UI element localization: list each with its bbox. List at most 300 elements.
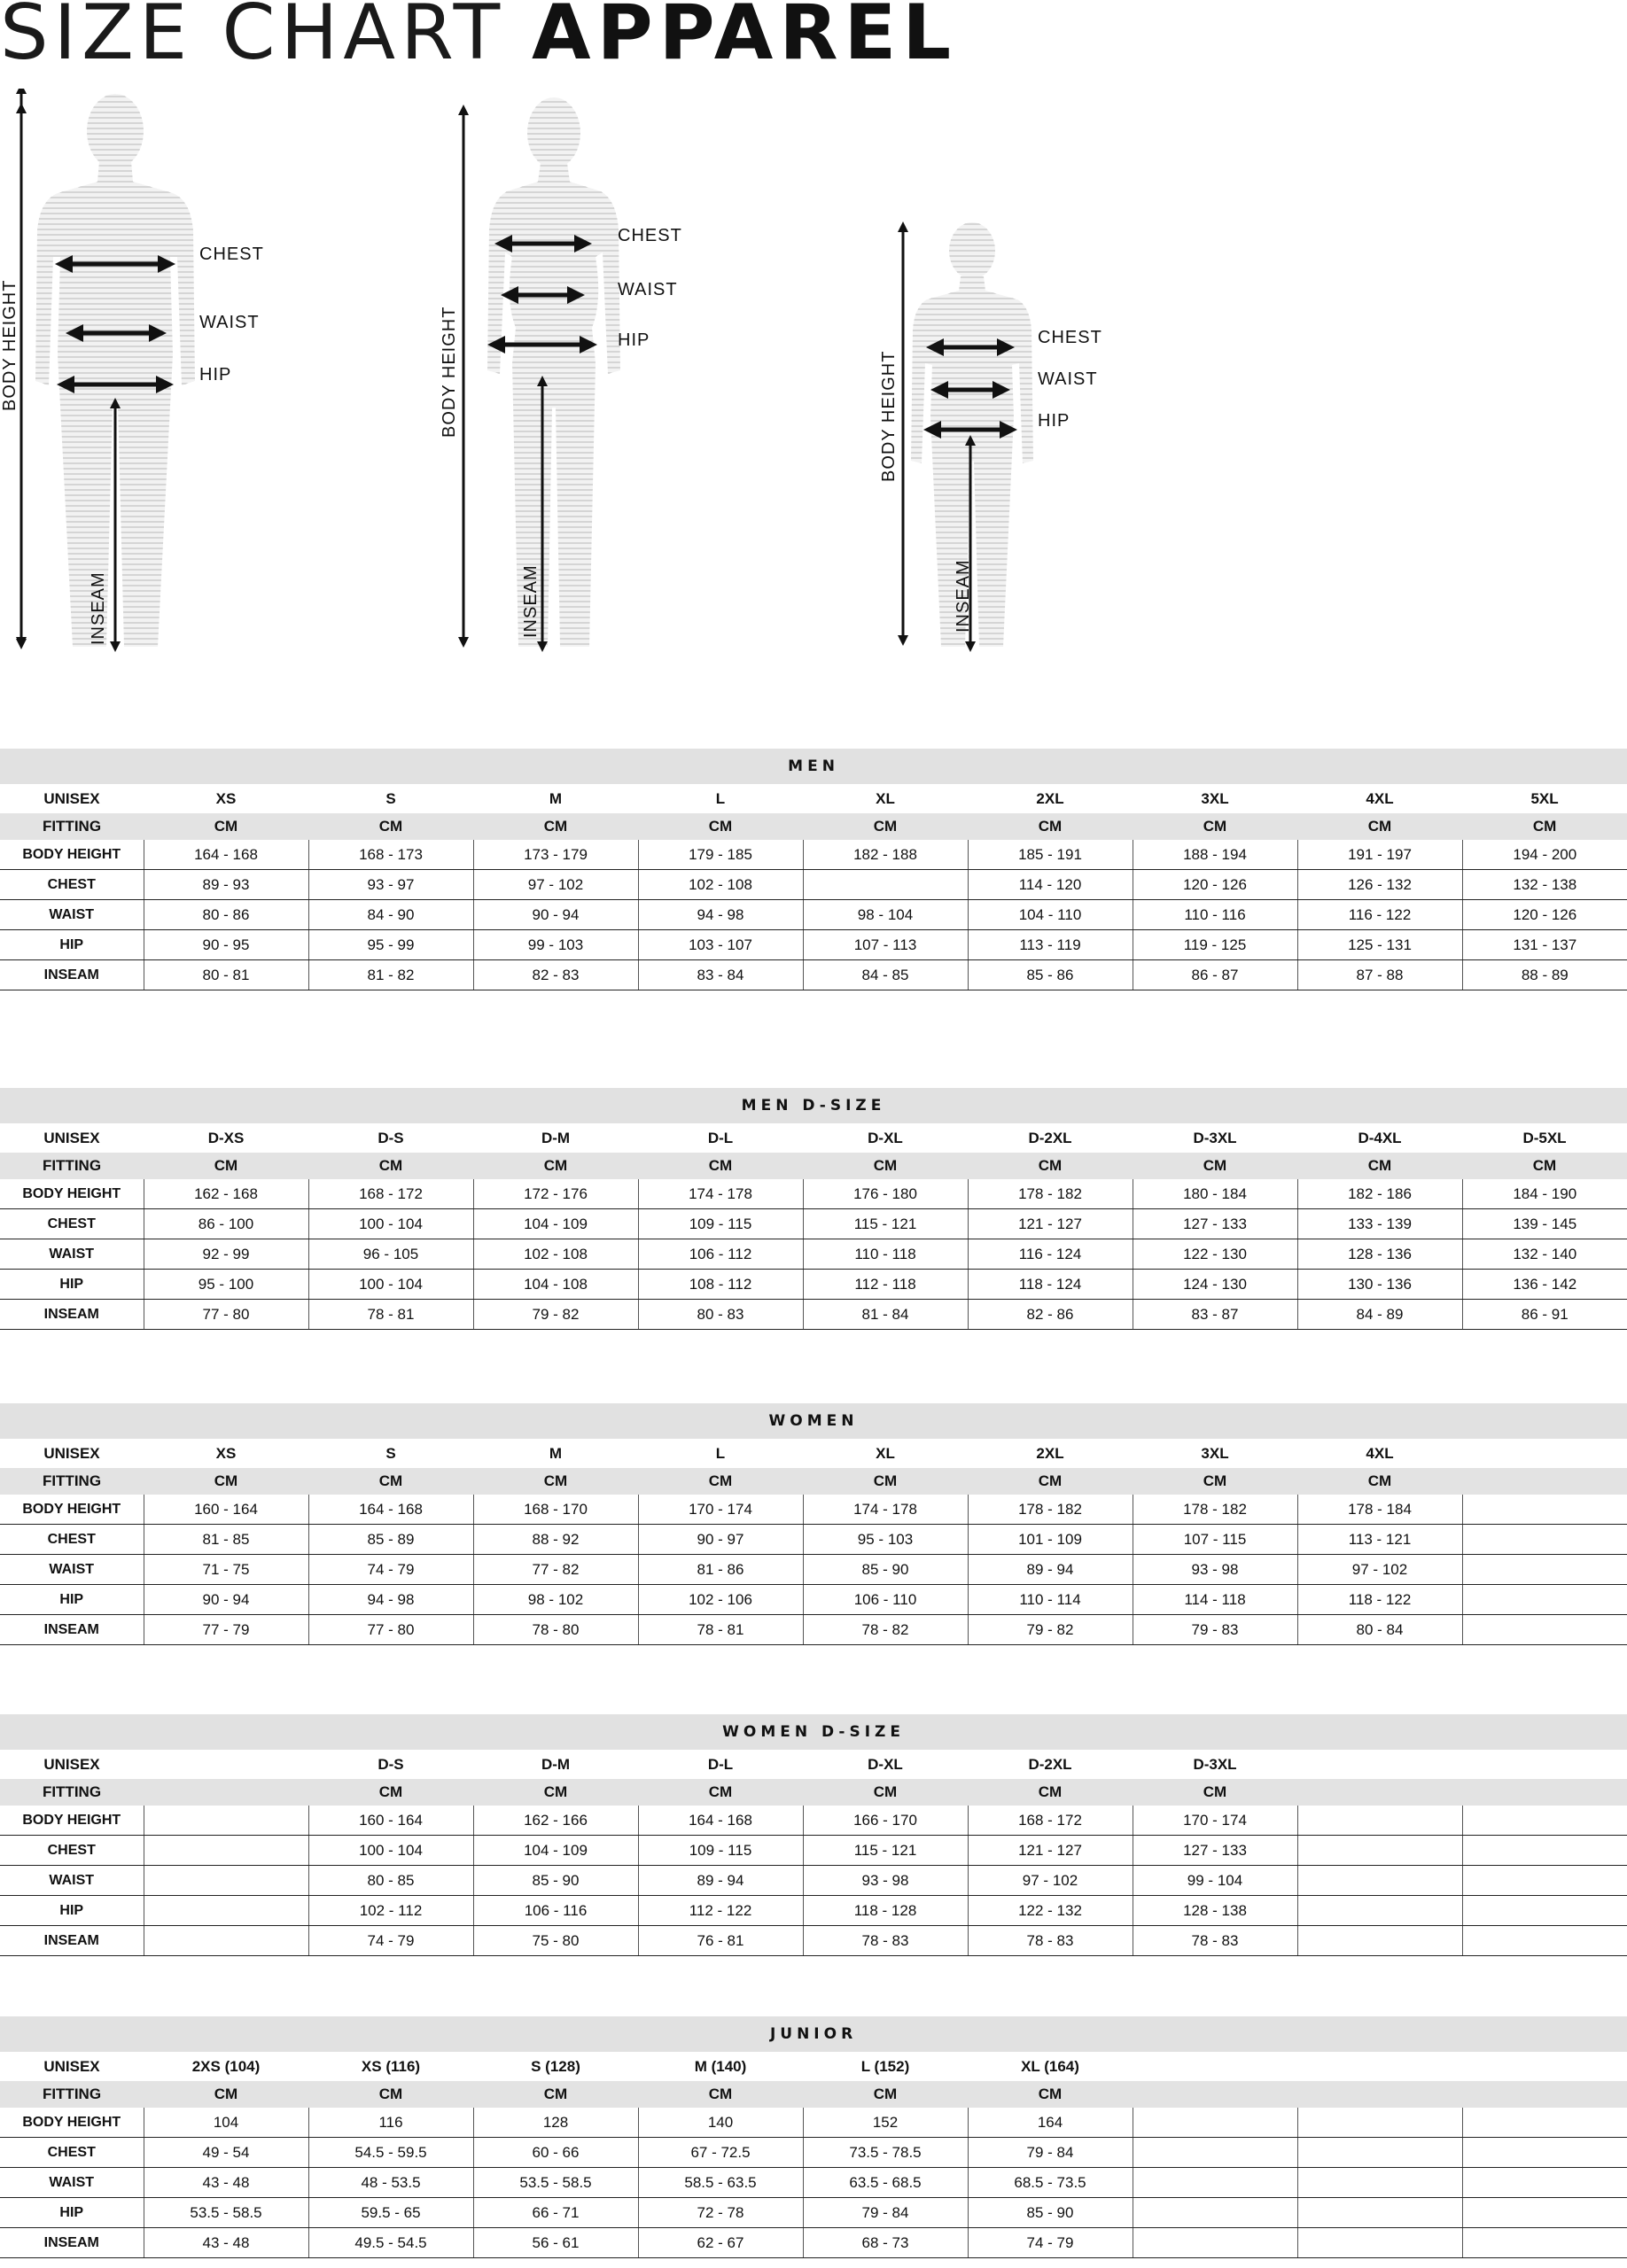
- table-cell: 90 - 94: [144, 1585, 308, 1615]
- fitting-row: [0, 813, 1627, 840]
- row-label: BODY HEIGHT: [0, 2108, 144, 2138]
- table-cell: 162 - 166: [473, 1806, 638, 1836]
- size-label: D-M: [541, 1755, 571, 1773]
- table-cell: [144, 1806, 308, 1836]
- table-cell: [1133, 2108, 1297, 2138]
- unit-label: CM: [473, 1153, 638, 1179]
- women-hip-label: HIP: [618, 330, 650, 350]
- table-cell: [1462, 1926, 1627, 1956]
- size-label: S: [385, 789, 396, 807]
- women-figure: [463, 97, 620, 647]
- table-cell: 191 - 197: [1297, 840, 1462, 870]
- table-cell: 178 - 182: [968, 1495, 1133, 1525]
- unit-label: CM: [638, 1779, 803, 1806]
- table-cell: 118 - 124: [968, 1270, 1133, 1300]
- size-label: 3XL: [1201, 1444, 1229, 1462]
- size-label: XL: [876, 789, 895, 807]
- table-cell: 126 - 132: [1297, 870, 1462, 900]
- row-label: HIP: [0, 930, 144, 960]
- table-cell: 152: [803, 2108, 968, 2138]
- table-cell: 89 - 93: [144, 870, 308, 900]
- table-cell: 110 - 118: [803, 1239, 968, 1270]
- table-cell: 140: [638, 2108, 803, 2138]
- table-cell: 116 - 124: [968, 1239, 1133, 1270]
- size-label: [144, 1750, 308, 1779]
- table-cell: 81 - 82: [308, 960, 473, 990]
- unit-label: CM: [1462, 1153, 1627, 1179]
- table-cell: 133 - 139: [1297, 1209, 1462, 1239]
- table-cell: 84 - 85: [803, 960, 968, 990]
- table-cell: 121 - 127: [968, 1209, 1133, 1239]
- table-cell: 90 - 97: [638, 1525, 803, 1555]
- row-label: WAIST: [0, 1239, 144, 1270]
- table-cell: 116 - 122: [1297, 900, 1462, 930]
- table-cell: 90 - 95: [144, 930, 308, 960]
- size-label: M: [549, 789, 563, 807]
- table-cell: 85 - 89: [308, 1525, 473, 1555]
- table-cell: 100 - 104: [308, 1270, 473, 1300]
- table-cell: 124 - 130: [1133, 1270, 1297, 1300]
- table-cell: 121 - 127: [968, 1836, 1133, 1866]
- table-cell: 86 - 87: [1133, 960, 1297, 990]
- size-label: L: [715, 1444, 726, 1462]
- row-label: BODY HEIGHT: [0, 1179, 144, 1209]
- table-cell: [1462, 1806, 1627, 1836]
- fitting-row: [0, 1153, 1627, 1179]
- fitting-label: FITTING: [0, 1468, 144, 1495]
- size-label: 2XS (104): [191, 2057, 261, 2075]
- table-cell: 97 - 102: [968, 1866, 1133, 1896]
- table-cell: 49.5 - 54.5: [308, 2228, 473, 2258]
- table-cell: 74 - 79: [308, 1926, 473, 1956]
- table-cell: 89 - 94: [638, 1866, 803, 1896]
- row-label: HIP: [0, 1585, 144, 1615]
- men-waist-label: WAIST: [199, 313, 260, 332]
- table-cell: 168 - 170: [473, 1495, 638, 1525]
- table-cell: [1133, 2168, 1297, 2198]
- table-cell: [144, 1836, 308, 1866]
- table-cell: 176 - 180: [803, 1179, 968, 1209]
- table-cell: 85 - 86: [968, 960, 1133, 990]
- size-label: 3XL: [1201, 789, 1229, 807]
- fitting-row: [0, 1468, 1627, 1495]
- unit-label: CM: [308, 1468, 473, 1495]
- table-cell: 78 - 80: [473, 1615, 638, 1645]
- junior-hip-label: HIP: [1038, 411, 1070, 431]
- unit-label: CM: [144, 1468, 308, 1495]
- table-cell: 53.5 - 58.5: [144, 2198, 308, 2228]
- table-cell: 127 - 133: [1133, 1836, 1297, 1866]
- row-label: WAIST: [0, 900, 144, 930]
- table-cell: 78 - 81: [638, 1615, 803, 1645]
- table-cell: 85 - 90: [968, 2198, 1133, 2228]
- unit-label: CM: [968, 1779, 1133, 1806]
- size-label: 4XL: [1366, 789, 1394, 807]
- table-cell: 128 - 138: [1133, 1896, 1297, 1926]
- table-cell: 139 - 145: [1462, 1209, 1627, 1239]
- table-cell: 82 - 86: [968, 1300, 1133, 1330]
- size-label: [1462, 1750, 1627, 1779]
- size-table-men: [0, 749, 1627, 990]
- size-header-row: [0, 1123, 1627, 1153]
- table-cell: 89 - 94: [968, 1555, 1133, 1585]
- table-cell: 78 - 83: [803, 1926, 968, 1956]
- size-header-row: [0, 2052, 1627, 2081]
- table-cell: 107 - 113: [803, 930, 968, 960]
- table-cell: 118 - 122: [1297, 1585, 1462, 1615]
- unit-label: CM: [803, 2081, 968, 2108]
- unit-label: CM: [144, 813, 308, 840]
- table-cell: 102 - 108: [638, 870, 803, 900]
- row-label: WAIST: [0, 1555, 144, 1585]
- size-label: 2XL: [1036, 789, 1064, 807]
- unit-label: [1462, 1468, 1627, 1495]
- table-cell: 113 - 121: [1297, 1525, 1462, 1555]
- table-cell: 79 - 84: [968, 2138, 1133, 2168]
- unit-label: [1133, 2081, 1297, 2108]
- row-label: WAIST: [0, 1866, 144, 1896]
- table-cell: 180 - 184: [1133, 1179, 1297, 1209]
- unit-label: CM: [1297, 813, 1462, 840]
- size-label: D-XS: [207, 1129, 245, 1146]
- junior-chest-label: CHEST: [1038, 328, 1102, 347]
- men-chest-label: CHEST: [199, 245, 264, 264]
- unit-label: CM: [1133, 1468, 1297, 1495]
- table-cell: [1462, 2198, 1627, 2228]
- table-cell: 120 - 126: [1462, 900, 1627, 930]
- table-cell: 80 - 84: [1297, 1615, 1462, 1645]
- size-table-junior: [0, 2016, 1627, 2258]
- row-label: CHEST: [0, 870, 144, 900]
- table-cell: 84 - 90: [308, 900, 473, 930]
- table-cell: 97 - 102: [473, 870, 638, 900]
- table-cell: 182 - 188: [803, 840, 968, 870]
- table-cell: 79 - 82: [968, 1615, 1133, 1645]
- size-table-women-d-size: [0, 1714, 1627, 1956]
- table-cell: 164 - 168: [308, 1495, 473, 1525]
- table-cell: 100 - 104: [308, 1209, 473, 1239]
- table-title: MEN: [0, 749, 1627, 784]
- table-cell: 185 - 191: [968, 840, 1133, 870]
- table-cell: 77 - 80: [308, 1615, 473, 1645]
- unit-label: CM: [638, 1153, 803, 1179]
- table-cell: 132 - 138: [1462, 870, 1627, 900]
- table-cell: 110 - 116: [1133, 900, 1297, 930]
- table-cell: 80 - 85: [308, 1866, 473, 1896]
- size-label: D-L: [707, 1755, 734, 1773]
- size-label: XL: [876, 1444, 895, 1462]
- table-cell: 108 - 112: [638, 1270, 803, 1300]
- size-label: M (140): [694, 2057, 747, 2075]
- table-cell: [1297, 2138, 1462, 2168]
- table-cell: [1297, 1866, 1462, 1896]
- table-cell: [1462, 1615, 1627, 1645]
- table-row: [0, 1866, 1627, 1896]
- table-cell: 66 - 71: [473, 2198, 638, 2228]
- table-cell: 74 - 79: [968, 2228, 1133, 2258]
- table-cell: 164 - 168: [638, 1806, 803, 1836]
- table-cell: 132 - 140: [1462, 1239, 1627, 1270]
- unit-label: CM: [308, 813, 473, 840]
- table-cell: 99 - 103: [473, 930, 638, 960]
- table-cell: [1297, 1836, 1462, 1866]
- table-cell: [1297, 2228, 1462, 2258]
- table-cell: 173 - 179: [473, 840, 638, 870]
- row-label: INSEAM: [0, 2228, 144, 2258]
- table-title: MEN D-SIZE: [0, 1088, 1627, 1123]
- table-cell: [1297, 1806, 1462, 1836]
- size-label: D-5XL: [1522, 1129, 1567, 1146]
- size-label: D-3XL: [1193, 1755, 1237, 1773]
- table-cell: 73.5 - 78.5: [803, 2138, 968, 2168]
- table-cell: 85 - 90: [803, 1555, 968, 1585]
- table-cell: 86 - 91: [1462, 1300, 1627, 1330]
- table-cell: 114 - 120: [968, 870, 1133, 900]
- table-cell: 114 - 118: [1133, 1585, 1297, 1615]
- table-row: [0, 2168, 1627, 2198]
- table-cell: 98 - 102: [473, 1585, 638, 1615]
- junior-inseam-label: INSEAM: [954, 559, 973, 633]
- row-label: HIP: [0, 2198, 144, 2228]
- table-cell: 109 - 115: [638, 1209, 803, 1239]
- table-cell: 101 - 109: [968, 1525, 1133, 1555]
- row-label: INSEAM: [0, 1926, 144, 1956]
- table-cell: [1133, 2228, 1297, 2258]
- table-cell: 74 - 79: [308, 1555, 473, 1585]
- table-cell: 79 - 83: [1133, 1615, 1297, 1645]
- row-label: BODY HEIGHT: [0, 1806, 144, 1836]
- table-cell: [1462, 1585, 1627, 1615]
- table-cell: 168 - 172: [968, 1806, 1133, 1836]
- size-label: D-2XL: [1028, 1129, 1072, 1146]
- unit-label: CM: [144, 2081, 308, 2108]
- table-cell: 79 - 84: [803, 2198, 968, 2228]
- table-cell: 95 - 103: [803, 1525, 968, 1555]
- table-cell: 58.5 - 63.5: [638, 2168, 803, 2198]
- row-label: BODY HEIGHT: [0, 840, 144, 870]
- unit-label: CM: [968, 1468, 1133, 1495]
- men-body-height-label: BODY HEIGHT: [0, 279, 19, 411]
- table-cell: 84 - 89: [1297, 1300, 1462, 1330]
- row-label: INSEAM: [0, 1300, 144, 1330]
- unit-label: CM: [803, 813, 968, 840]
- size-label: XS (116): [361, 2057, 421, 2075]
- table-cell: 95 - 99: [308, 930, 473, 960]
- table-cell: 63.5 - 68.5: [803, 2168, 968, 2198]
- table-cell: 92 - 99: [144, 1239, 308, 1270]
- table-cell: 77 - 79: [144, 1615, 308, 1645]
- table-row: [0, 1836, 1627, 1866]
- unit-label: CM: [968, 1153, 1133, 1179]
- table-cell: 116: [308, 2108, 473, 2138]
- table-row: [0, 960, 1627, 990]
- table-row: [0, 1300, 1627, 1330]
- table-cell: 93 - 98: [1133, 1555, 1297, 1585]
- table-cell: 98 - 104: [803, 900, 968, 930]
- unit-label: CM: [803, 1468, 968, 1495]
- unit-label: CM: [803, 1779, 968, 1806]
- fitting-label: FITTING: [0, 1779, 144, 1806]
- men-hip-label: HIP: [199, 365, 232, 384]
- unit-label: CM: [803, 1153, 968, 1179]
- table-cell: [144, 1866, 308, 1896]
- table-cell: 94 - 98: [308, 1585, 473, 1615]
- table-cell: 109 - 115: [638, 1836, 803, 1866]
- unit-label: CM: [144, 1153, 308, 1179]
- unit-label: CM: [1297, 1468, 1462, 1495]
- table-cell: 95 - 100: [144, 1270, 308, 1300]
- unit-label: CM: [308, 1153, 473, 1179]
- row-label: CHEST: [0, 2138, 144, 2168]
- table-row: [0, 1270, 1627, 1300]
- table-cell: 118 - 128: [803, 1896, 968, 1926]
- table-row: [0, 930, 1627, 960]
- table-cell: 182 - 186: [1297, 1179, 1462, 1209]
- table-cell: 188 - 194: [1133, 840, 1297, 870]
- table-cell: 170 - 174: [1133, 1806, 1297, 1836]
- table-cell: 104: [144, 2108, 308, 2138]
- table-cell: 168 - 173: [308, 840, 473, 870]
- table-cell: [1462, 1866, 1627, 1896]
- table-cell: 127 - 133: [1133, 1209, 1297, 1239]
- table-cell: [1462, 2168, 1627, 2198]
- table-cell: 106 - 116: [473, 1896, 638, 1926]
- table-cell: 72 - 78: [638, 2198, 803, 2228]
- unit-label: CM: [1133, 1153, 1297, 1179]
- table-cell: [1297, 1896, 1462, 1926]
- size-label: D-L: [707, 1129, 734, 1146]
- table-cell: [1462, 1836, 1627, 1866]
- size-label: XS: [215, 1444, 237, 1462]
- unit-label: CM: [638, 1468, 803, 1495]
- table-cell: 104 - 110: [968, 900, 1133, 930]
- table-cell: [1297, 2198, 1462, 2228]
- fitting-row: [0, 1779, 1627, 1806]
- table-cell: 80 - 81: [144, 960, 308, 990]
- unit-label: CM: [1133, 1779, 1297, 1806]
- table-cell: [1462, 2228, 1627, 2258]
- table-cell: 78 - 83: [968, 1926, 1133, 1956]
- size-label: [1462, 1439, 1627, 1468]
- table-cell: 81 - 85: [144, 1525, 308, 1555]
- unit-label: [144, 1779, 308, 1806]
- size-label: D-S: [378, 1755, 404, 1773]
- table-cell: [1462, 2138, 1627, 2168]
- table-cell: 179 - 185: [638, 840, 803, 870]
- table-cell: [1133, 2138, 1297, 2168]
- table-cell: [144, 1896, 308, 1926]
- table-cell: [1133, 2198, 1297, 2228]
- table-cell: [144, 1926, 308, 1956]
- table-cell: 113 - 119: [968, 930, 1133, 960]
- table-cell: 80 - 86: [144, 900, 308, 930]
- size-label: D-XL: [868, 1755, 903, 1773]
- title-bold: APPAREL: [532, 0, 958, 77]
- unit-label: CM: [1133, 813, 1297, 840]
- table-cell: 104 - 109: [473, 1209, 638, 1239]
- table-cell: 162 - 168: [144, 1179, 308, 1209]
- table-cell: 103 - 107: [638, 930, 803, 960]
- table-cell: [1297, 2168, 1462, 2198]
- table-cell: 125 - 131: [1297, 930, 1462, 960]
- row-label: CHEST: [0, 1836, 144, 1866]
- unit-label: CM: [638, 813, 803, 840]
- table-cell: [1462, 1555, 1627, 1585]
- size-label: D-4XL: [1358, 1129, 1402, 1146]
- table-cell: 79 - 82: [473, 1300, 638, 1330]
- table-row: [0, 900, 1627, 930]
- men-inseam-label: INSEAM: [89, 571, 108, 645]
- table-cell: 107 - 115: [1133, 1525, 1297, 1555]
- table-title: WOMEN D-SIZE: [0, 1714, 1627, 1750]
- women-waist-label: WAIST: [618, 280, 678, 299]
- table-cell: [1462, 1896, 1627, 1926]
- table-cell: 83 - 87: [1133, 1300, 1297, 1330]
- table-cell: 112 - 122: [638, 1896, 803, 1926]
- table-cell: 122 - 132: [968, 1896, 1133, 1926]
- table-row: [0, 840, 1627, 870]
- junior-waist-label: WAIST: [1038, 369, 1098, 389]
- table-cell: 56 - 61: [473, 2228, 638, 2258]
- table-cell: 90 - 94: [473, 900, 638, 930]
- header-label: UNISEX: [43, 1755, 100, 1773]
- size-label: M: [549, 1444, 563, 1462]
- table-cell: 99 - 104: [1133, 1866, 1297, 1896]
- unit-label: CM: [308, 2081, 473, 2108]
- measurement-figures: [0, 89, 1627, 673]
- table-cell: 102 - 106: [638, 1585, 803, 1615]
- header-label: UNISEX: [43, 2057, 100, 2075]
- page-title: [0, 0, 958, 77]
- unit-label: CM: [473, 2081, 638, 2108]
- unit-label: CM: [473, 1779, 638, 1806]
- unit-label: CM: [638, 2081, 803, 2108]
- table-cell: [1462, 1525, 1627, 1555]
- figures-illustration: [0, 89, 1627, 673]
- table-cell: 78 - 81: [308, 1300, 473, 1330]
- table-cell: 87 - 88: [1297, 960, 1462, 990]
- table-cell: 54.5 - 59.5: [308, 2138, 473, 2168]
- size-label: 2XL: [1036, 1444, 1064, 1462]
- women-chest-label: CHEST: [618, 226, 682, 245]
- table-cell: 119 - 125: [1133, 930, 1297, 960]
- unit-label: CM: [473, 813, 638, 840]
- table-cell: 94 - 98: [638, 900, 803, 930]
- table-row: [0, 1615, 1627, 1645]
- table-cell: 62 - 67: [638, 2228, 803, 2258]
- table-row: [0, 2108, 1627, 2138]
- table-cell: 43 - 48: [144, 2168, 308, 2198]
- women-inseam-label: INSEAM: [521, 564, 541, 638]
- table-cell: 104 - 109: [473, 1836, 638, 1866]
- table-row: [0, 1806, 1627, 1836]
- table-cell: 77 - 82: [473, 1555, 638, 1585]
- table-cell: 93 - 98: [803, 1866, 968, 1896]
- table-cell: 194 - 200: [1462, 840, 1627, 870]
- table-title: WOMEN: [0, 1403, 1627, 1439]
- size-label: D-S: [378, 1129, 404, 1146]
- table-cell: 122 - 130: [1133, 1239, 1297, 1270]
- table-cell: 172 - 176: [473, 1179, 638, 1209]
- table-cell: 76 - 81: [638, 1926, 803, 1956]
- table-cell: 160 - 164: [144, 1495, 308, 1525]
- size-label: [1297, 2052, 1462, 2081]
- unit-label: [1462, 1779, 1627, 1806]
- table-cell: 174 - 178: [638, 1179, 803, 1209]
- table-cell: 88 - 92: [473, 1525, 638, 1555]
- table-cell: 115 - 121: [803, 1836, 968, 1866]
- size-label: L (152): [860, 2057, 910, 2075]
